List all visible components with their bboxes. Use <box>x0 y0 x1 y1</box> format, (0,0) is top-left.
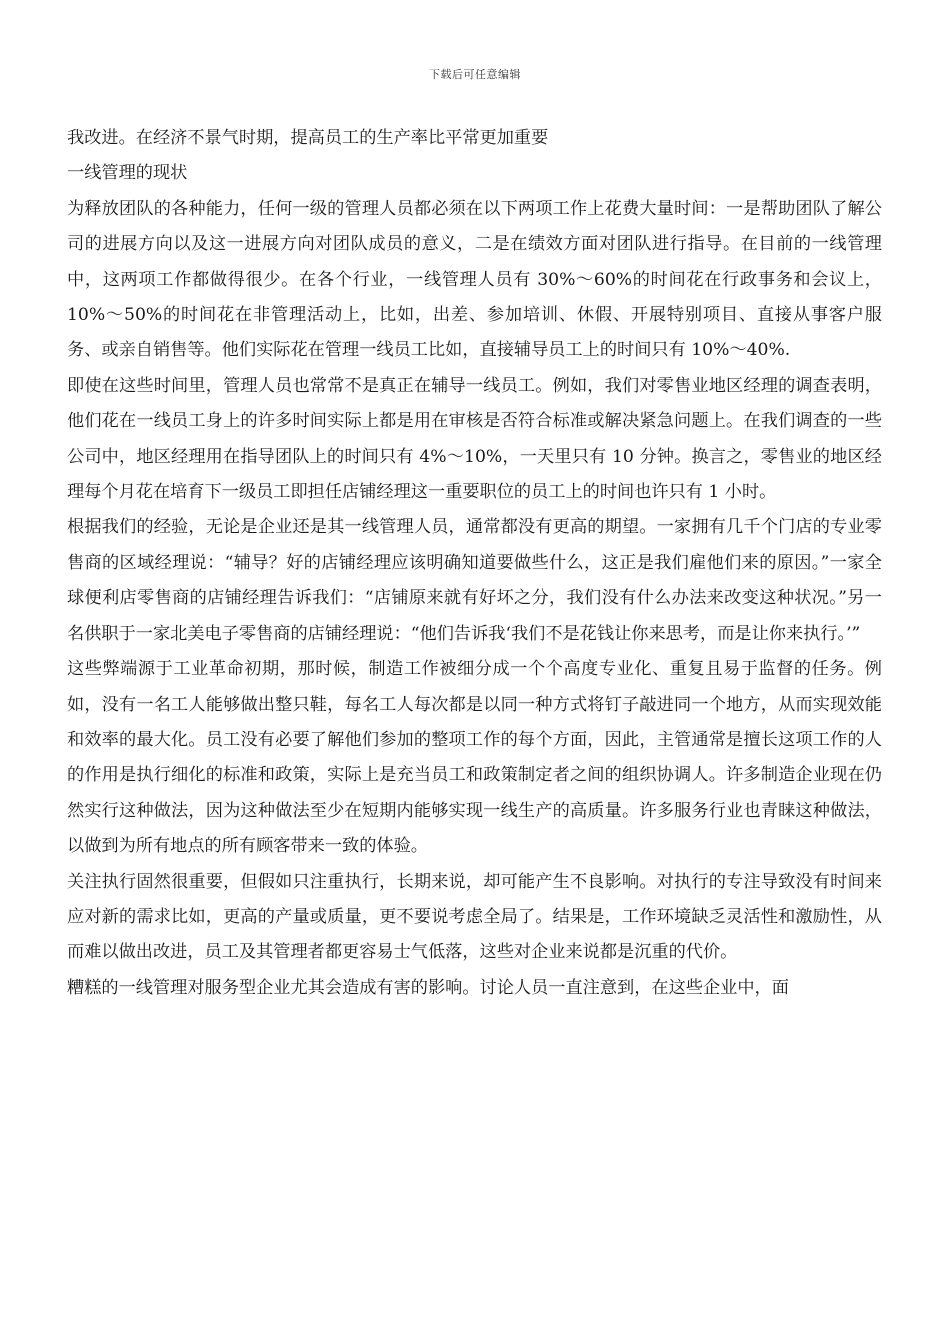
section-heading: 一线管理的现状 <box>67 163 188 184</box>
paragraph: 关注执行固然很重要，但假如只注重执行，长期来说，却可能产生不良影响。对执行的专注导致没有时间来应对新的需求比如，更高的产量或质量，更不要说考虑全局了。结果是，工作环境缺乏灵活性和激励性，从而难以做出改进，员工及其管理者都更容易士气低落，这些对企业来说都是沉重的代价。 <box>67 871 882 963</box>
header-note: 下载后可任意编辑 <box>429 68 521 81</box>
paragraph: 根据我们的经验，无论是企业还是其一线管理人员，通常都没有更高的期望。一家拥有几千个门店的专业零售商的区域经理说：“辅导？好的店铺经理应该明确知道要做些什么，这正是我们雇他们来的原因。”一家全球便利店零售商的店铺经理告诉我们：“店铺原来就有好坏之分，我们没有什么办法来改变这种状况。”另一名供职于一家北美电子零售商的店铺经理说：“他们告诉我‘我们不是花钱让你来思考，而是让你来执行。’” <box>67 517 882 644</box>
paragraph: 这些弊端源于工业革命初期，那时候，制造工作被细分成一个个高度专业化、重复且易于监督的任务。例如，没有一名工人能够做出整只鞋，每名工人每次都是以同一种方式将钉子敲进同一个地方，从而实现效能和效率的最大化。员工没有必要了解他们参加的整项工作的每个方面，因此，主管通常是擅长这项工作的人的作用是执行细化的标准和政策，实际上是充当员工和政策制定者之间的组织协调人。许多制造企业现在仍然实行这种做法，因为这种做法至少在短期内能够实现一线生产的高质量。许多服务行业也青睐这种做法，以做到为所有地点的所有顾客带来一致的体验。 <box>67 659 882 857</box>
paragraph: 糟糕的一线管理对服务型企业尤其会造成有害的影响。讨论人员一直注意到，在这些企业中，面 <box>67 977 789 998</box>
paragraph: 即使在这些时间里，管理人员也常常不是真正在辅导一线员工。例如，我们对零售业地区经理的调查表明，他们花在一线员工身上的许多时间实际上都是用在审核是否符合标准或解决紧急问题上。在我们调查的一些公司中，地区经理用在指导团队上的时间只有 4%～10%，一天里只有 10 分钟。换言之，零售业的地区经理每个月花在培育下一级员工即担任店铺经理这一重要职位的员工上的时间也许只有 1 小时。 <box>67 375 882 503</box>
paragraph: 为释放团队的各种能力，任何一级的管理人员都必须在以下两项工作上花费大量时间：一是帮助团队了解公司的进展方向以及这一进展方向对团队成员的意义，二是在绩效方面对团队进行指导。在目前的一线管理中，这两项工作都做得很少。在各个行业，一线管理人员有 30%～60%的时间花在行政事务和会议上，10%～50%的时间花在非管理活动上，比如，出差、参加培训、休假、开展特别项目、直接从事客户服务、或亲自销售等。他们实际花在管理一线员工比如，直接辅导员工上的时间只有 10%～40%. <box>67 198 882 361</box>
paragraph-continuation: 我改进。在经济不景气时期，提高员工的生产率比平常更加重要 <box>67 128 549 148</box>
document-body <box>67 121 882 1006</box>
